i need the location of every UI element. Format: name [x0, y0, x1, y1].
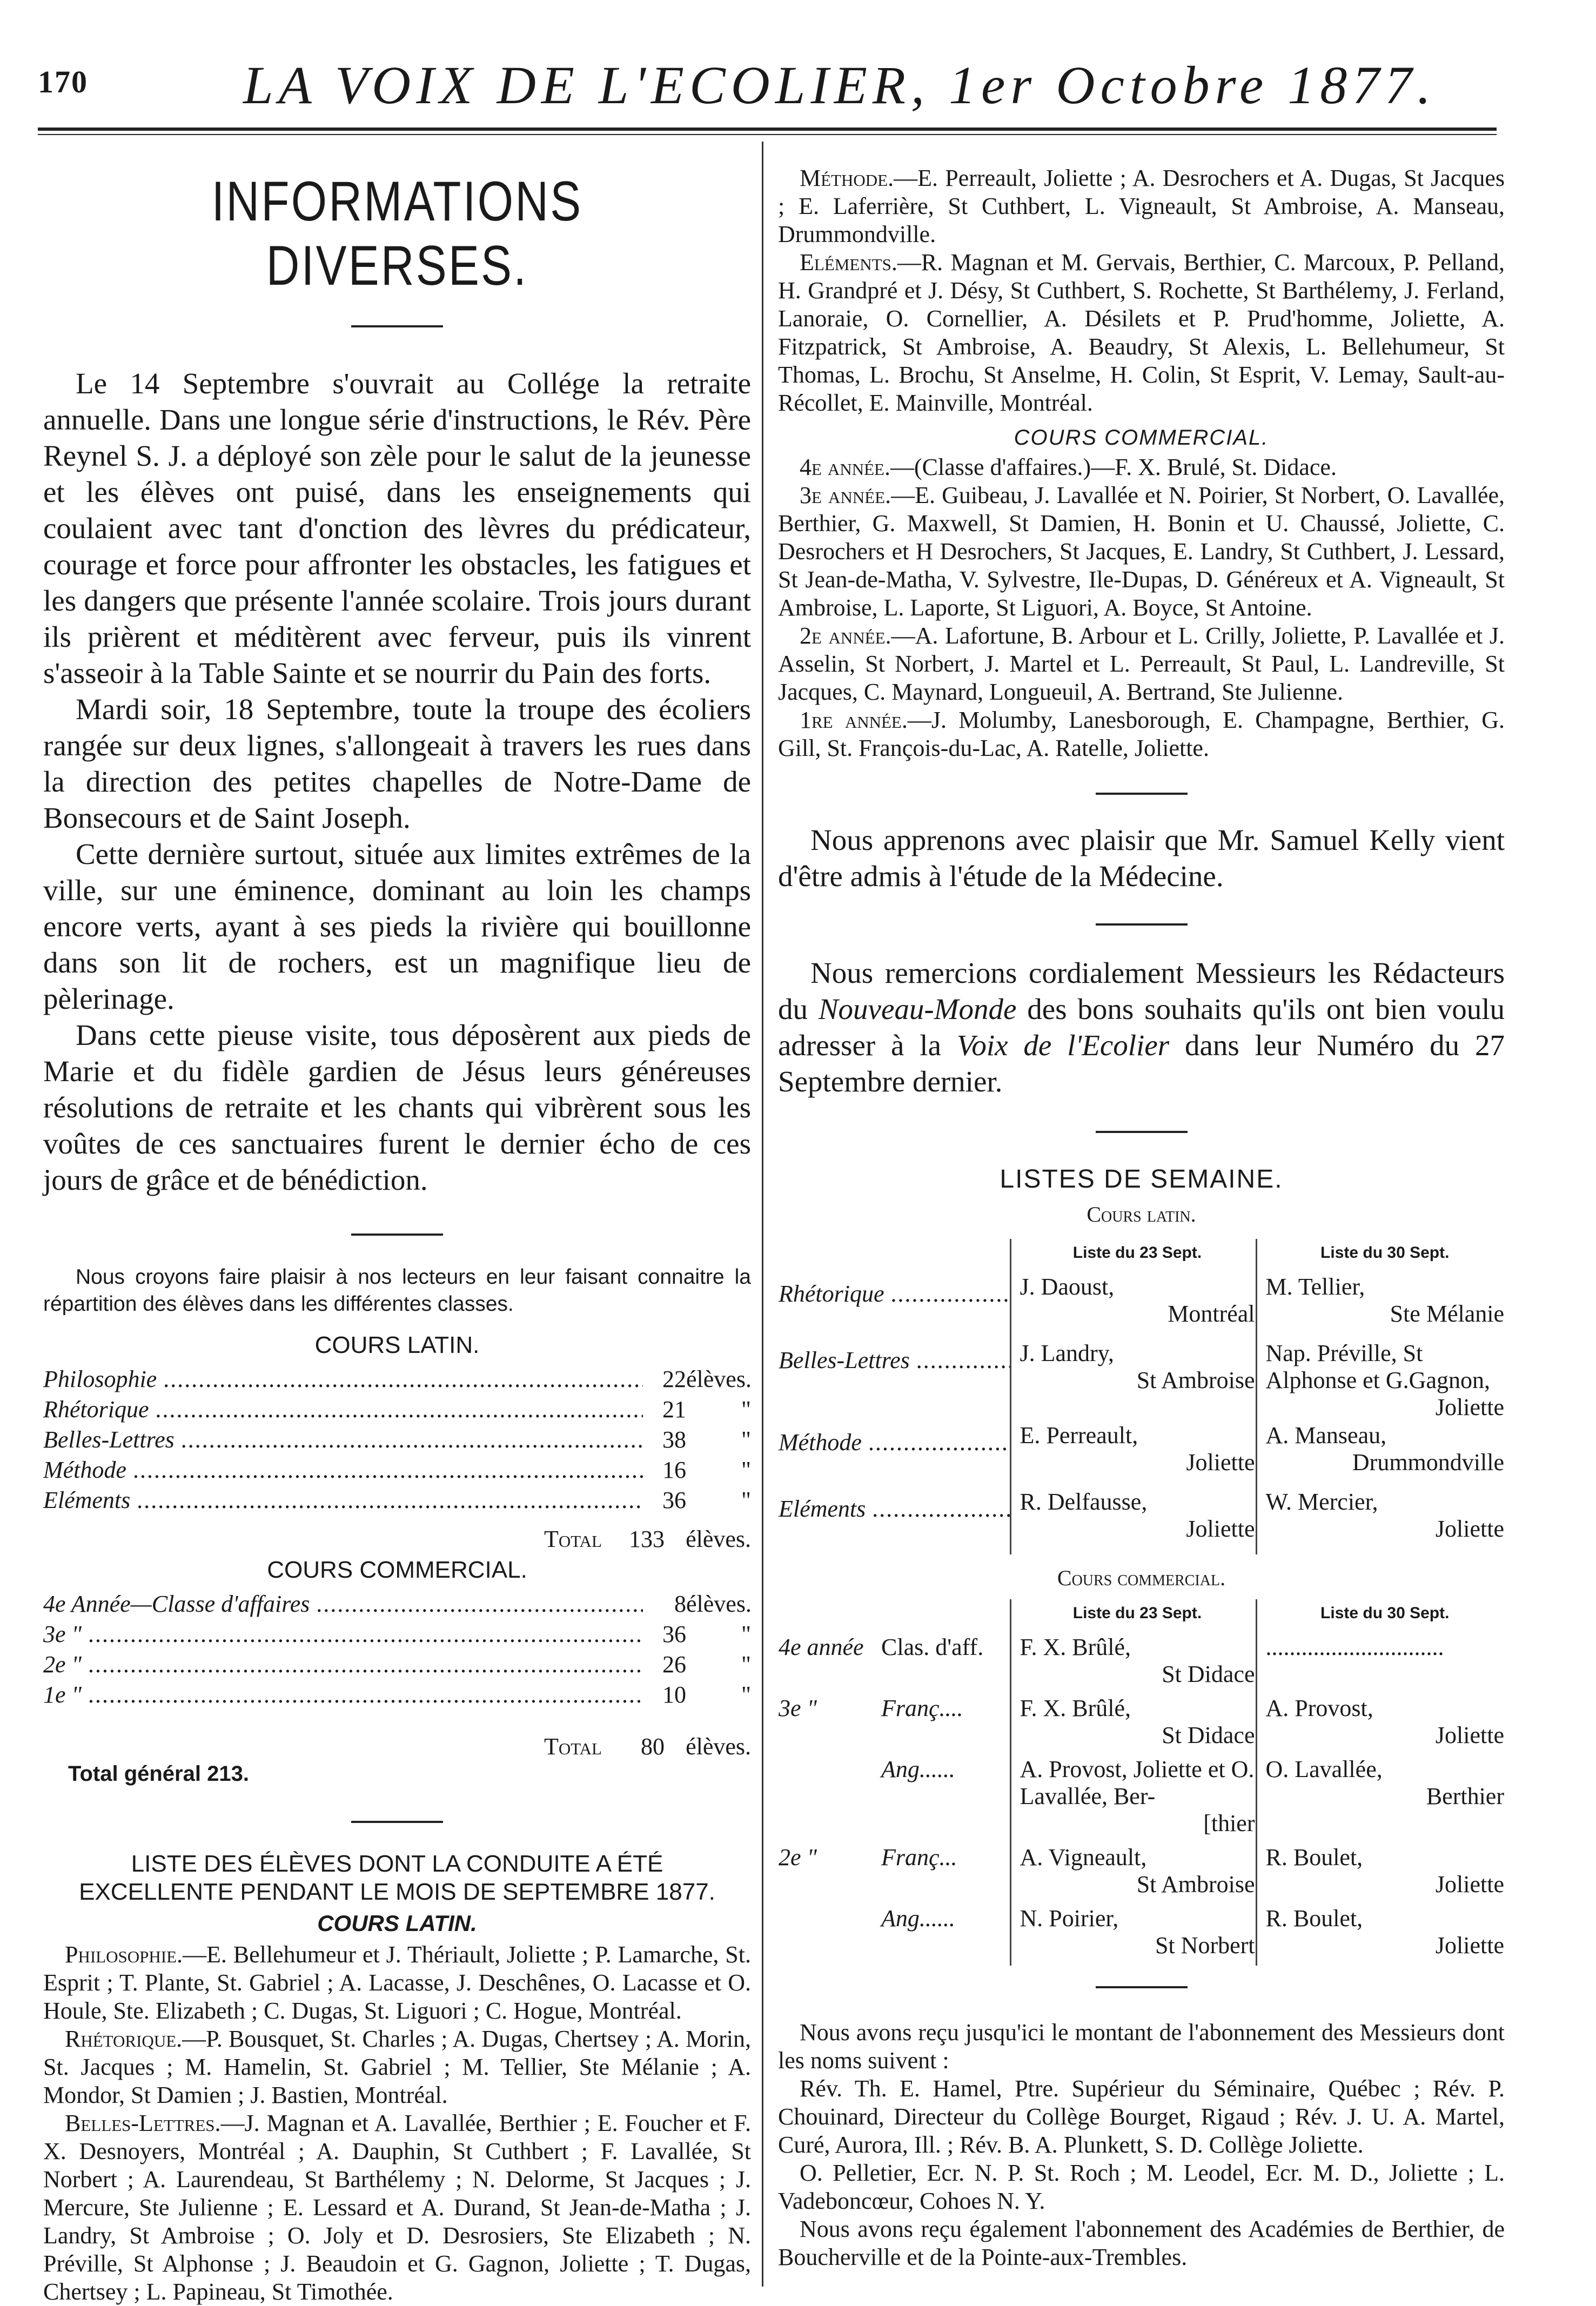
- class-name: Méthode .....: [778, 1422, 1010, 1488]
- student-name: J. Landry,: [1020, 1340, 1114, 1366]
- student-town: St Didace: [1162, 1661, 1255, 1687]
- weekly-latin-heading: Cours latin.: [1087, 1202, 1196, 1226]
- entry-text: —A. Lafortune, B. Arbour et L. Crilly, Joliette, P. Lavallée et J. Asselin, St Norbert, J. Martel et L. Perreault, St Paul, L. Landreville, St Jacques, C. Maynard, Longueuil, A. Bertrand, Ste Julienne.: [778, 622, 1505, 705]
- entry-text: —E. Guibeau, J. Lavallée et N. Poirier, St Norbert, O. Lavallée, Berthier, G. Maxwell, St Damien, H. Bonin et U. Chaussé, Joliette, C. Desrochers et H Desrochers, St Jacques, E. Landry, St Cuthbert, J. Lessard, St Jean-de-Matha, V. Sylvestre, Ile-Dupas, D. Généreux et A. Vigneault, St Ambroise, L. Laporte, St Liguori, A. Boyce, St Antoine.: [778, 482, 1505, 621]
- intro-text: Nous croyons faire plaisir à nos lecteurs en leur faisant connaitre la répartition des élèves dans les différentes classes.: [43, 1265, 751, 1316]
- class-name: Rhétorique .....: [43, 1395, 643, 1425]
- entry-label: Eléments.: [800, 249, 897, 276]
- student-town: Joliette: [1435, 1516, 1504, 1542]
- weekly-commercial-heading: Cours commercial.: [1057, 1566, 1226, 1590]
- list-entry: [778, 453, 1505, 481]
- column-header: Liste du 23 Sept.: [1010, 1599, 1256, 1633]
- column-header: Liste du 30 Sept.: [1256, 1239, 1505, 1273]
- student-town: [thier: [1203, 1810, 1255, 1836]
- entry-label: Rhétorique.: [65, 2026, 183, 2052]
- class-year: 3e ": [779, 1695, 817, 1721]
- weekly-commercial-table: [778, 1599, 1505, 1966]
- cours-latin-heading: COURS LATIN.: [314, 1332, 480, 1358]
- class-name: Philosophie .....: [43, 1364, 643, 1395]
- divider: [351, 1234, 443, 1236]
- list-30-sept: [1256, 1633, 1505, 1694]
- table-row: [778, 1905, 1505, 1966]
- student-town: Ste Mélanie: [1390, 1301, 1504, 1327]
- list-23-sept: [1010, 1488, 1256, 1554]
- section-name: Ang......: [881, 1905, 955, 1932]
- student-town: Montréal: [1168, 1301, 1255, 1327]
- student-count: 38: [662, 1426, 686, 1453]
- student-town: St Didace: [1162, 1722, 1255, 1748]
- page-number: 170: [38, 64, 88, 99]
- student-town: Joliette: [1435, 1932, 1504, 1959]
- column-header: Liste du 30 Sept.: [1256, 1599, 1505, 1633]
- entry-text: —E. Bellehumeur et J. Thériault, Joliette ; P. Lamarche, St. Esprit ; T. Plante, St. Gabriel ; A. Lacasse, J. Deschênes, O. Lacasse et O. Houle, Ste. Elizabeth ; C. Dugas, St. Liguori ; C. Hogue, Montréal.: [43, 1941, 751, 2024]
- conduct-commercial-list: [778, 453, 1505, 762]
- student-count: 10: [662, 1681, 686, 1708]
- table-row: [778, 1339, 1505, 1422]
- count-unit: ": [741, 1651, 751, 1678]
- class-year: [778, 1905, 881, 1966]
- student-name: Nap. Préville, St Alphonse et G.Gagnon,: [1265, 1340, 1490, 1393]
- paragraph: Nous avons reçu jusqu'ici le montant de l'abonnement des Messieurs dont les noms suivent :: [778, 2019, 1505, 2074]
- paragraph: O. Pelletier, Ecr. N. P. St. Roch ; M. Leodel, Ecr. M. D., Joliette ; L. Vadeboncœur, Cohoes N. Y.: [778, 2160, 1505, 2214]
- table-row: [778, 1422, 1505, 1488]
- retreat-article: [43, 365, 751, 1198]
- header-rule-thin: [38, 134, 1497, 135]
- entry-label: Belles-Lettres.: [65, 2110, 221, 2136]
- section-name: Franç...: [881, 1844, 957, 1871]
- entry-label: Méthode.: [800, 165, 894, 191]
- class-name: Belles-Lettres .....: [43, 1425, 643, 1455]
- list-entry: [43, 2025, 751, 2109]
- entry-label: Philosophie.: [65, 1941, 183, 1968]
- list-30-sept: [1256, 1488, 1505, 1554]
- student-name: R. Delfausse,: [1020, 1489, 1148, 1515]
- commercial-total-row: [43, 1732, 751, 1762]
- student-name: E. Perreault,: [1020, 1422, 1138, 1449]
- student-count: 36: [662, 1621, 686, 1647]
- table-row: [43, 1619, 751, 1650]
- conduct-list-title: LISTE DES ÉLÈVES DONT LA CONDUITE A ÉTÉ EXCELLENTE PENDANT LE MOIS DE SEPTEMBRE 1877.: [79, 1851, 715, 1905]
- entry-label: 2e année.: [800, 622, 891, 649]
- count-unit: élèves.: [686, 1366, 752, 1392]
- class-name: Eléments .....: [43, 1485, 643, 1516]
- count-unit: élèves.: [686, 1591, 752, 1617]
- list-entry: [778, 706, 1505, 762]
- total-unit: élèves.: [686, 1733, 751, 1760]
- entry-text: —E. Perreault, Joliette ; A. Desrochers et A. Dugas, St Jacques ; E. Laferrière, St Cuthbert, L. Vigneault, St Ambroise, A. Manseau, Drummondville.: [778, 165, 1505, 247]
- class-year: [778, 1755, 881, 1844]
- masthead: LA VOIX DE L'ECOLIER, 1er Octobre 1877.: [243, 55, 1437, 115]
- table-row: [778, 1755, 1505, 1844]
- thanks-notice: [778, 955, 1505, 1100]
- commercial-distribution-table: [43, 1589, 751, 1710]
- list-30-sept: [1256, 1422, 1505, 1488]
- student-name: F. X. Brûlé,: [1020, 1695, 1131, 1721]
- class-name: 2e " .....: [43, 1650, 643, 1680]
- divider: [351, 325, 443, 327]
- conduct-latin-list: [43, 1941, 751, 2306]
- list-23-sept: [1010, 1844, 1256, 1905]
- table-row: [43, 1455, 751, 1485]
- student-name: A. Vigneault,: [1020, 1844, 1147, 1871]
- conduct-latin-subtitle: COURS LATIN.: [317, 1911, 477, 1936]
- entry-text: —J. Molumby, Lanesborough, E. Champagne, Berthier, G. Gill, St. François-du-Lac, A. Ratelle, Joliette.: [778, 707, 1505, 761]
- table-row: [43, 1680, 751, 1710]
- list-30-sept: [1256, 1844, 1505, 1905]
- student-count: 22: [662, 1366, 686, 1392]
- table-row: [43, 1650, 751, 1680]
- total-label: Total: [544, 1733, 602, 1760]
- entry-text: —(Classe d'affaires.)—F. X. Brulé, St. Didace.: [890, 454, 1337, 480]
- column-header: Liste du 23 Sept.: [1010, 1239, 1256, 1273]
- student-name: N. Poirier,: [1020, 1905, 1119, 1932]
- table-row: [43, 1485, 751, 1516]
- class-name: Méthode .....: [43, 1455, 643, 1485]
- student-name: M. Tellier,: [1265, 1273, 1365, 1300]
- list-entry: [778, 164, 1505, 249]
- newspaper-name: Nouveau-Monde: [818, 993, 1017, 1025]
- paragraph: Dans cette pieuse visite, tous déposèrent aux pieds de Marie et du fidèle gardien de Jésus leurs généreuses résolutions de retraite et les chants qui vibrèrent sous les voûtes de ces sanctuaires furent le dernier écho de ces jours de grâce et de bénédiction.: [43, 1018, 751, 1196]
- entry-label: 1re année.: [800, 707, 908, 733]
- list-30-sept: [1256, 1273, 1505, 1339]
- student-name: ..............................: [1265, 1634, 1444, 1660]
- kelly-notice: Nous apprenons avec plaisir que Mr. Samuel Kelly vient d'être admis à l'étude de la Médecine.: [778, 823, 1505, 893]
- student-name: R. Boulet,: [1265, 1844, 1363, 1871]
- student-count: 16: [662, 1457, 686, 1483]
- table-row: [43, 1395, 751, 1425]
- list-23-sept: [1010, 1755, 1256, 1844]
- section-title: INFORMATIONS DIVERSES.: [211, 170, 583, 297]
- class-name: Belles-Lettres .....: [778, 1339, 1010, 1422]
- student-name: J. Daoust,: [1020, 1273, 1115, 1300]
- list-entry: [778, 481, 1505, 622]
- student-count: 8: [674, 1591, 686, 1617]
- journal-name: Voix de l'Ecolier: [956, 1029, 1170, 1062]
- student-name: R. Boulet,: [1265, 1905, 1363, 1932]
- student-town: Joliette: [1186, 1516, 1255, 1542]
- total-unit: élèves.: [686, 1526, 751, 1552]
- list-23-sept: [1010, 1273, 1256, 1339]
- list-30-sept: [1256, 1905, 1505, 1966]
- student-town: Joliette: [1435, 1871, 1504, 1898]
- total-value: 80: [641, 1733, 665, 1760]
- student-town: Joliette: [1435, 1722, 1504, 1748]
- list-30-sept: [1256, 1755, 1505, 1844]
- weekly-latin-table: [778, 1239, 1505, 1554]
- class-year: 4e année: [779, 1634, 864, 1660]
- conduct-latin-continued: [778, 164, 1505, 417]
- thanks-text: dans leur Numéro du 27 Septembre dernier.: [778, 1029, 1505, 1098]
- class-name: 4e Année—Classe d'affaires .....: [43, 1589, 643, 1619]
- entry-text: —P. Bousquet, St. Charles ; A. Dugas, Chertsey ; A. Morin, St. Jacques ; M. Hamelin, St. Gabriel ; M. Tellier, Ste Mélanie ; A. Mondor, St Damien ; J. Bastien, Montréal.: [43, 2026, 751, 2108]
- paragraph: Cette dernière surtout, située aux limites extrêmes de la ville, sur une éminence, dominant au loin les champs encore verts, ayant à ses pieds la rivière qui bouillonne dans son lit de rochers, est un magnifique lieu de pèlerinage.: [43, 837, 751, 1015]
- entry-text: —J. Magnan et A. Lavallée, Berthier ; E. Foucher et F. X. Desnoyers, Montréal ; A. Dauphin, St Cuthbert ; F. Lavallée, St Norbert ; A. Laurendeau, St Barthélemy ; N. Delorme, St Jacques ; J. Mercure, Ste Julienne ; E. Lessard et A. Durand, St Jean-de-Matha ; J. Landry, St Ambroise ; O. Joly et D. Desrosiers, Ste Elizabeth ; N. Préville, St Alphonse ; J. Beaudoin et G. Gagnon, Joliette ; T. Dugas, Chertsey ; L. Papineau, St Timothée.: [43, 2110, 751, 2305]
- header-rule: [38, 128, 1497, 131]
- student-count: 36: [662, 1487, 686, 1513]
- student-town: Berthier: [1426, 1783, 1504, 1809]
- column-divider: [762, 142, 763, 2287]
- page-header: [38, 54, 1491, 119]
- subscriptions-notice: [778, 2019, 1505, 2271]
- table-row: [778, 1694, 1505, 1755]
- class-name: Rhétorique .....: [778, 1273, 1010, 1339]
- student-town: Joliette: [1435, 1394, 1504, 1420]
- student-name: F. X. Brûlé,: [1020, 1634, 1131, 1660]
- weekly-lists-title: LISTES DE SEMAINE.: [1000, 1165, 1283, 1194]
- table-row: [43, 1589, 751, 1619]
- grand-total: Total général 213.: [68, 1762, 249, 1786]
- table-row: [778, 1844, 1505, 1905]
- class-year: 2e ": [779, 1844, 817, 1871]
- section-name: Ang......: [881, 1756, 955, 1782]
- table-row: [43, 1425, 751, 1455]
- class-name: Eléments .....: [778, 1488, 1010, 1554]
- list-23-sept: [1010, 1422, 1256, 1488]
- total-value: 133: [629, 1526, 665, 1552]
- table-row: [778, 1488, 1505, 1554]
- student-name: A. Provost, Joliette et O. Lavallée, Ber-: [1020, 1756, 1255, 1809]
- count-unit: ": [741, 1426, 751, 1453]
- list-23-sept: [1010, 1905, 1256, 1966]
- student-town: St Norbert: [1155, 1932, 1255, 1959]
- entry-label: 4e année.: [800, 454, 890, 480]
- table-row: [778, 1273, 1505, 1339]
- list-30-sept: [1256, 1339, 1505, 1422]
- paragraph: Rév. Th. E. Hamel, Ptre. Supérieur du Séminaire, Québec ; Rév. P. Chouinard, Directeur du Collège Bourget, Rigaud ; Rév. J. U. A. Martel, Curé, Aurora, Ill. ; Rév. B. A. Plunkett, S. D. Collège Joliette.: [778, 2075, 1505, 2158]
- student-name: O. Lavallée,: [1265, 1756, 1383, 1782]
- latin-total-row: [43, 1524, 751, 1554]
- divider: [1096, 793, 1188, 795]
- student-name: W. Mercier,: [1265, 1489, 1378, 1515]
- left-column: [43, 146, 751, 2306]
- list-23-sept: [1010, 1633, 1256, 1694]
- thanks-text: Nous remercions cordialement Messieurs les Rédacteurs du: [778, 956, 1505, 1025]
- divider: [1096, 1986, 1188, 1988]
- count-unit: ": [741, 1621, 751, 1647]
- count-unit: ": [741, 1487, 751, 1513]
- student-count: 26: [662, 1651, 686, 1678]
- student-town: St Ambroise: [1136, 1367, 1255, 1393]
- entry-text: —R. Magnan et M. Gervais, Berthier, C. Marcoux, P. Pelland, H. Grandpré et J. Désy, St Cuthbert, S. Rochette, St Barthélemy, J. Ferland, Lanoraie, O. Cornellier, A. Désilets et P. Prud'homme, Joliette, A. Fitzpatrick, St Ambroise, A. Beaudry, St Alexis, L. Bellehumeur, St Thomas, L. Brochu, St Anselme, H. Colin, St Esprit, V. Lemay, Sault-au-Récollet, E. Mainville, Montréal.: [778, 249, 1505, 416]
- paragraph: Nous avons reçu également l'abonnement des Académies de Berthier, de Boucherville et de la Pointe-aux-Trembles.: [778, 2216, 1505, 2270]
- student-name: A. Manseau,: [1265, 1422, 1387, 1449]
- table-row: [778, 1633, 1505, 1694]
- class-name: 3e " .....: [43, 1619, 643, 1650]
- paragraph: Mardi soir, 18 Septembre, toute la troupe des écoliers rangée sur deux lignes, s'allongeait à travers les rues dans la direction des petites chapelles de Notre-Dame de Bonsecours et de Saint Joseph.: [43, 693, 751, 834]
- list-entry: [43, 1941, 751, 2025]
- student-town: Drummondville: [1352, 1449, 1504, 1476]
- paragraph: Le 14 Septembre s'ouvrait au Collége la retraite annuelle. Dans une longue série d'instructions, le Rév. Père Reynel S. J. a déployé son zèle pour le salut de la jeunesse et les élèves ont puisé, dans les enseignements qui coulaient avec tant d'onction des lèvres du prédicateur, courage et force pour affronter les obstacles, les fatigues et les dangers que présente l'année scolaire. Trois jours durant ils prièrent et méditèrent avec ferveur, puis ils vinrent s'asseoir à la Table Sainte et se nourrir du Pain des forts.: [43, 367, 751, 689]
- class-name: 1e " .....: [43, 1680, 643, 1710]
- right-column: [778, 146, 1505, 2271]
- total-label: Total: [544, 1526, 602, 1552]
- list-23-sept: [1010, 1339, 1256, 1422]
- count-unit: ": [741, 1396, 751, 1423]
- list-entry: [778, 249, 1505, 417]
- list-23-sept: [1010, 1694, 1256, 1755]
- cours-commercial-heading: COURS COMMERCIAL.: [267, 1557, 527, 1583]
- count-unit: ": [741, 1457, 751, 1483]
- student-name: A. Provost,: [1265, 1695, 1373, 1721]
- entry-label: 3e année.: [800, 482, 891, 508]
- table-row: [43, 1364, 751, 1395]
- section-name: Clas. d'aff.: [881, 1634, 984, 1660]
- list-entry: [778, 622, 1505, 706]
- divider: [1096, 1131, 1188, 1133]
- divider: [351, 1821, 443, 1823]
- section-name: Franç....: [881, 1695, 963, 1721]
- student-town: St Ambroise: [1136, 1871, 1255, 1898]
- conduct-commercial-heading: COURS COMMERCIAL.: [1014, 426, 1269, 450]
- student-count: 21: [662, 1396, 686, 1423]
- divider: [1096, 923, 1188, 926]
- thanks-text: des bons souhaits qu'ils ont bien voulu adresser à la: [778, 993, 1505, 1062]
- latin-distribution-table: [43, 1364, 751, 1516]
- list-30-sept: [1256, 1694, 1505, 1755]
- list-entry: [43, 2109, 751, 2306]
- count-unit: ": [741, 1681, 751, 1708]
- student-town: Joliette: [1186, 1449, 1255, 1476]
